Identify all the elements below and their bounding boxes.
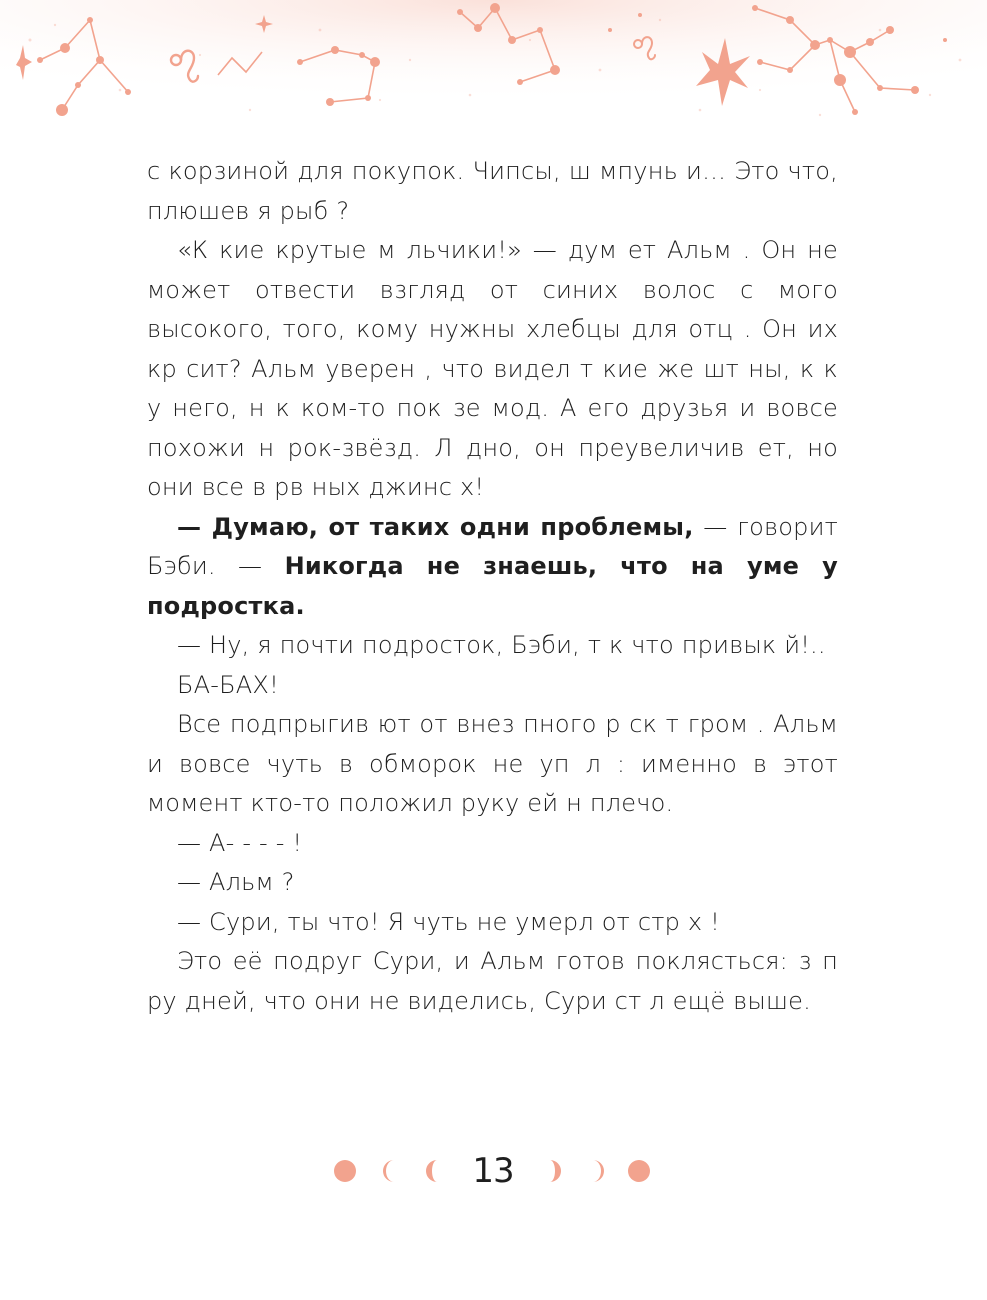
- paragraph: — Сури, ты что! Я чуть не умерл от стр х !: [177, 907, 720, 936]
- paragraph-dialogue: [147, 508, 838, 627]
- full-moon-icon: [334, 1160, 356, 1182]
- header-constellation-decoration: [0, 0, 987, 140]
- paragraph: — Альм ?: [177, 868, 295, 896]
- paragraph: с корзиной для покупок. Чипсы, ш мпунь и… Это что, плюшев я рыб ?: [147, 157, 838, 225]
- page-footer: [0, 1146, 987, 1196]
- narration: — говорит Бэби. —: [147, 512, 838, 580]
- crescent-moon-icon: [550, 1160, 561, 1182]
- paragraph: Все подпрыгив ют от внез пного р ск т гром . Альм и вовсе чуть в обморок не уп л : именно в этот момент кто-то положил руку ей н плечо.: [147, 710, 838, 817]
- page-number: 13: [472, 1151, 514, 1191]
- crescent-moon-icon: [426, 1160, 437, 1182]
- paragraph: — Ну, я почти подросток, Бэби, т к что привык й!..: [177, 631, 826, 659]
- body-text: [147, 152, 838, 1021]
- bold-speech: — Думаю, от таких одни проблемы,: [177, 512, 694, 541]
- gibbous-moon-icon: [383, 1160, 394, 1182]
- paragraph: Это её подруг Сури, и Альм готов поклясться: з п ру дней, что они не виделись, Сури ст л ещё выше.: [147, 947, 838, 1015]
- gibbous-moon-icon: [593, 1160, 604, 1182]
- bold-speech: Никогда не знаешь, что на уме у подростка.: [147, 552, 838, 620]
- paragraph: — А- - - - !: [177, 828, 303, 857]
- paragraph: «К кие крутые м льчики!» — дум ет Альм . Он не может отвести взгляд от синих волос с мого высокого, того, кому нужны хлебцы для отц . Он их кр сит? Альм уверен , что видел т кие же шт ны, к к у него, н к ком-то пок зе мод. А его друзья и вовсе похожи н рок-звёзд. Л дно, он преувеличив ет, но они все в рв ных джинс х!: [147, 236, 838, 501]
- full-moon-icon: [628, 1160, 650, 1182]
- paragraph: БА-БАХ!: [177, 670, 279, 699]
- header-glow: [0, 0, 987, 130]
